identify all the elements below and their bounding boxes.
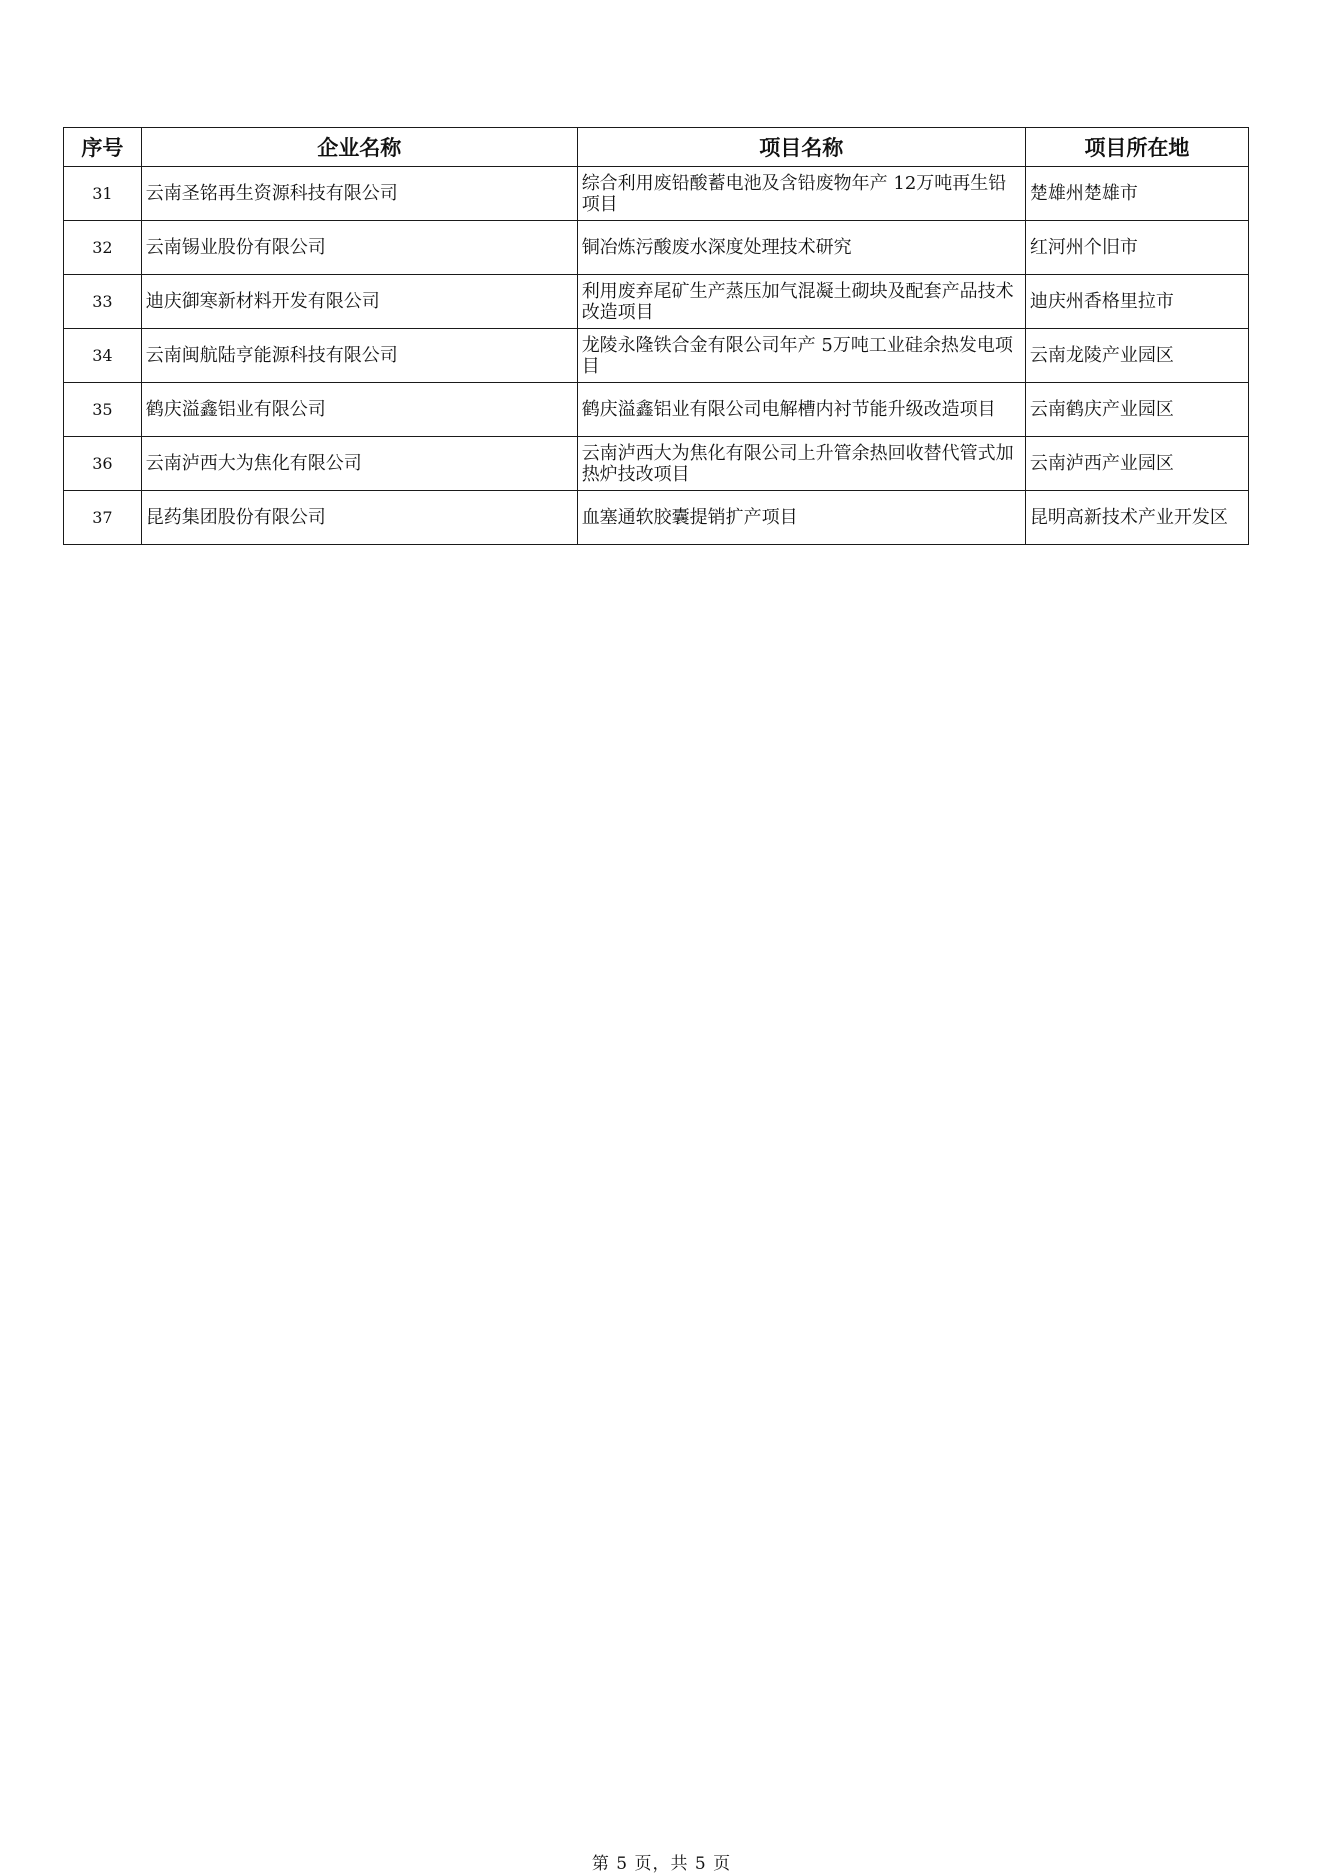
cell-seq: 32 xyxy=(64,221,142,275)
cell-enterprise: 云南泸西大为焦化有限公司 xyxy=(141,437,577,491)
cell-location: 红河州个旧市 xyxy=(1025,221,1248,275)
cell-enterprise: 云南闽航陆亨能源科技有限公司 xyxy=(141,329,577,383)
cell-location: 云南鹤庆产业园区 xyxy=(1025,383,1248,437)
header-enterprise: 企业名称 xyxy=(141,128,577,167)
cell-seq: 35 xyxy=(64,383,142,437)
cell-enterprise: 迪庆御寒新材料开发有限公司 xyxy=(141,275,577,329)
cell-project: 血塞通软胶囊提销扩产项目 xyxy=(577,491,1025,545)
cell-project: 鹤庆溢鑫铝业有限公司电解槽内衬节能升级改造项目 xyxy=(577,383,1025,437)
cell-enterprise: 云南圣铭再生资源科技有限公司 xyxy=(141,167,577,221)
cell-location: 楚雄州楚雄市 xyxy=(1025,167,1248,221)
cell-project: 云南泸西大为焦化有限公司上升管余热回收替代管式加热炉技改项目 xyxy=(577,437,1025,491)
cell-project: 综合利用废铅酸蓄电池及含铅废物年产 12万吨再生铅项目 xyxy=(577,167,1025,221)
cell-seq: 31 xyxy=(64,167,142,221)
project-table xyxy=(63,127,1249,545)
cell-seq: 37 xyxy=(64,491,142,545)
table-header xyxy=(64,128,1249,167)
cell-project: 利用废弃尾矿生产蒸压加气混凝土砌块及配套产品技术改造项目 xyxy=(577,275,1025,329)
cell-project: 铜冶炼污酸废水深度处理技术研究 xyxy=(577,221,1025,275)
cell-location: 云南泸西产业园区 xyxy=(1025,437,1248,491)
cell-seq: 34 xyxy=(64,329,142,383)
table-row xyxy=(64,383,1249,437)
table-row xyxy=(64,491,1249,545)
cell-enterprise: 云南锡业股份有限公司 xyxy=(141,221,577,275)
cell-seq: 33 xyxy=(64,275,142,329)
cell-enterprise: 昆药集团股份有限公司 xyxy=(141,491,577,545)
table-row xyxy=(64,167,1249,221)
cell-seq: 36 xyxy=(64,437,142,491)
table-body xyxy=(64,167,1249,545)
header-location: 项目所在地 xyxy=(1025,128,1248,167)
table-row xyxy=(64,275,1249,329)
header-seq: 序号 xyxy=(64,128,142,167)
page-footer: 第 5 页，共 5 页 xyxy=(591,1854,732,1874)
cell-location: 云南龙陵产业园区 xyxy=(1025,329,1248,383)
table-row xyxy=(64,437,1249,491)
header-row xyxy=(64,128,1249,167)
cell-location: 昆明高新技术产业开发区 xyxy=(1025,491,1248,545)
cell-project: 龙陵永隆铁合金有限公司年产 5万吨工业硅余热发电项目 xyxy=(577,329,1025,383)
cell-enterprise: 鹤庆溢鑫铝业有限公司 xyxy=(141,383,577,437)
table-row xyxy=(64,221,1249,275)
header-project: 项目名称 xyxy=(577,128,1025,167)
table-row xyxy=(64,329,1249,383)
cell-location: 迪庆州香格里拉市 xyxy=(1025,275,1248,329)
